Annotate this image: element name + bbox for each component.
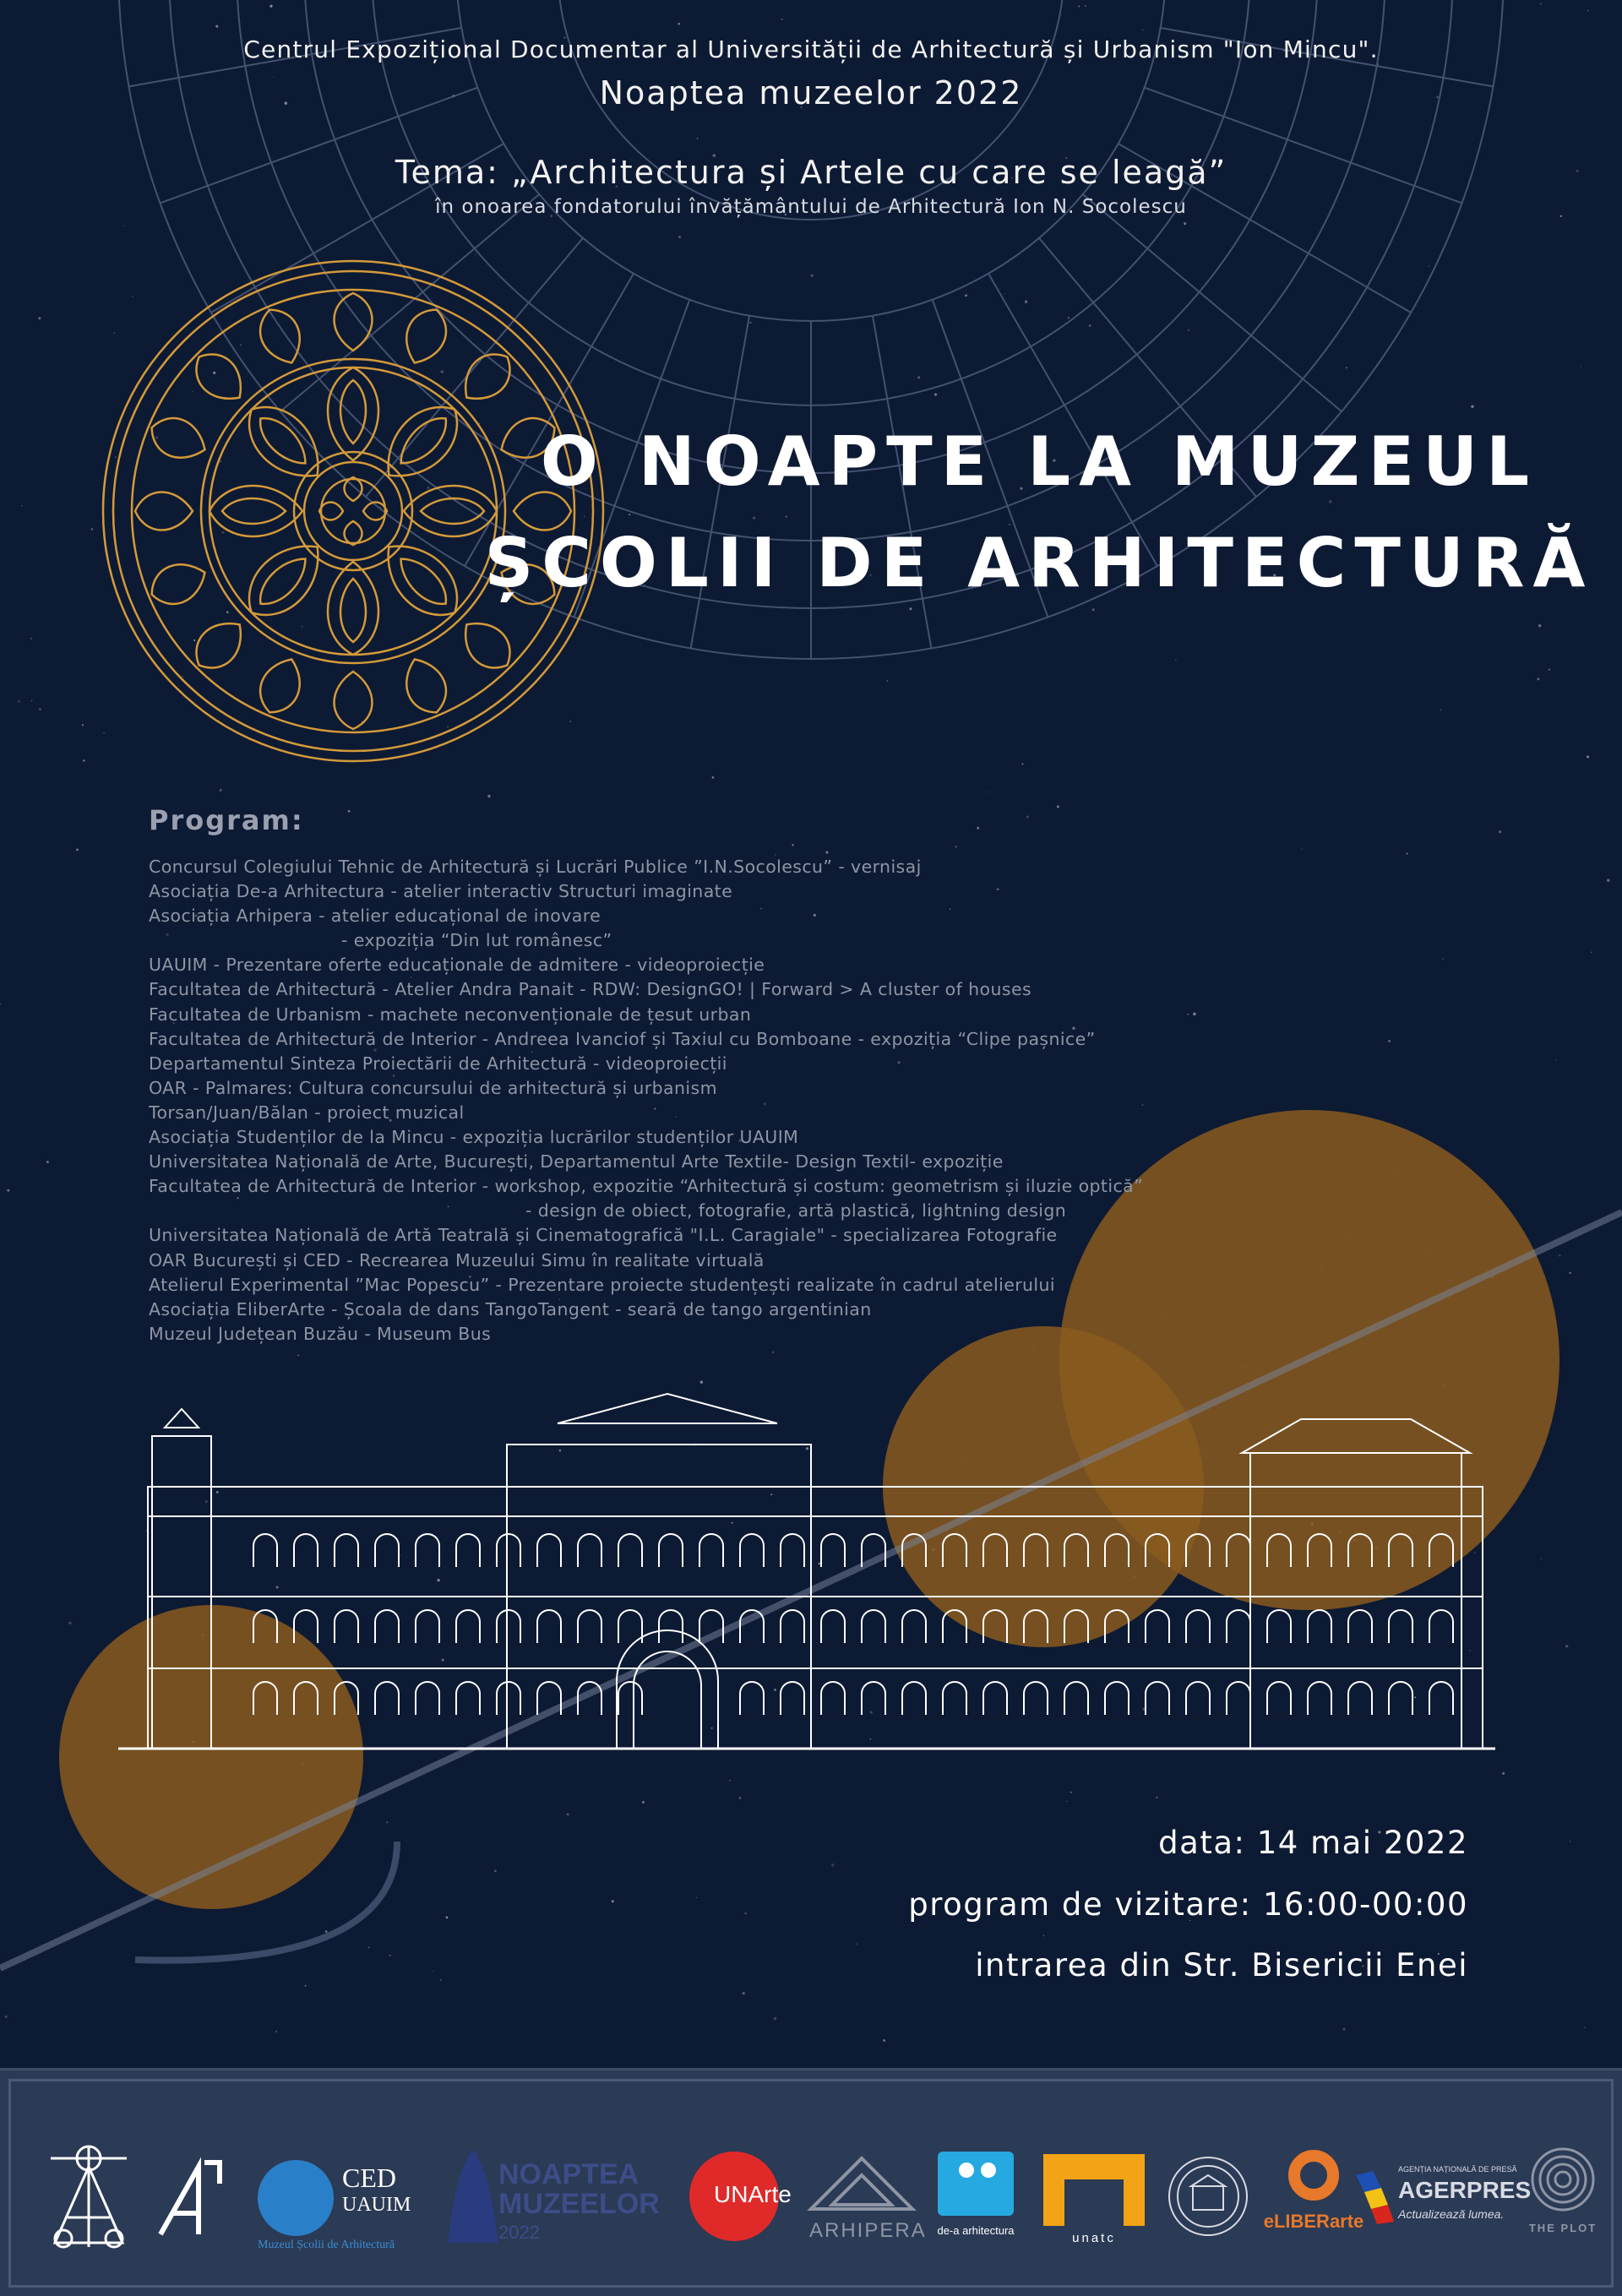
eliberarte-ring-icon <box>1288 2150 1339 2201</box>
unarte-label: UNArte <box>714 2181 792 2207</box>
program-item: OAR - Palmares: Cultura concursului de arhitectură și urbanism <box>149 1077 717 1098</box>
program-item: Torsan/Juan/Bălan - proiect muzical <box>149 1102 465 1123</box>
de-a-eye-left <box>959 2163 974 2178</box>
de-a-label: de-a arhitectura <box>937 2224 1015 2237</box>
noaptea-line2: MUZEELOR <box>498 2188 660 2220</box>
program-item: Asociația Arhipera - atelier educațional de inovare <box>149 906 601 927</box>
arhipera-triangle-icon <box>807 2154 917 2213</box>
program-item: Universitatea Națională de Artă Teatrală și Cinematografică "I.L. Caragiale" - specializarea Fotografie <box>149 1225 1058 1246</box>
program-item: Asociația EliberArte - Școala de dans TangoTangent - seară de tango argentinian <box>149 1298 872 1319</box>
de-a-arhitectura-logo <box>925 2137 1026 2255</box>
program-item: UAUIM - Prezentare oferte educaționale de admitere - videoproiecție <box>149 955 765 976</box>
de-a-eye-right <box>981 2163 996 2178</box>
noaptea-year: 2022 <box>498 2222 540 2243</box>
unatc-frame-cutout <box>1064 2179 1124 2226</box>
university-seal-logo <box>1162 2137 1255 2255</box>
program-item: Departamentul Sinteza Proiectării de Arhitectură - videoproiecții <box>149 1053 727 1074</box>
program-list <box>149 855 1143 1347</box>
noaptea-muzeelor-logo <box>439 2137 693 2255</box>
unatc-logo <box>1039 2137 1149 2255</box>
event-theme-subtitle: în onoarea fondatorului învățământului de Arhitectură Ion N. Socolescu <box>435 196 1187 218</box>
program-item: Facultatea de Urbanism - machete neconvenționale de țesut urban <box>149 1004 752 1025</box>
program-item: Facultatea de Arhitectură de Interior - workshop, expozitie “Arhitectură și costum: geometrism și iluzie optică” <box>149 1176 1144 1197</box>
the-plot-spiral-icon <box>1529 2146 1597 2213</box>
agerpres-flag-icon <box>1347 2167 1398 2226</box>
noaptea-line1: NOAPTEA <box>498 2158 640 2190</box>
uauim-a-logo <box>42 2137 135 2255</box>
program-item: Asociația Studenților de la Mincu - expoziția lucrărilor studenților UAUIM <box>149 1127 799 1148</box>
ced-caption: Muzeul Școlii de Arhitectură <box>258 2239 395 2251</box>
ced-circle-icon <box>258 2160 334 2236</box>
main-title-line-1: O NOAPTE LA MUZEUL <box>540 422 1538 501</box>
program-item: Atelierul Experimental ”Mac Popescu” - Prezentare proiecte studențești realizate în cadrul atelierului <box>149 1274 1056 1295</box>
arch-a-icon <box>152 2146 228 2247</box>
program-item: Muzeul Județean Buzău - Museum Bus <box>149 1323 492 1344</box>
owl-figure-icon <box>439 2146 507 2247</box>
main-title-line-2: ȘCOLII DE ARHITECTURĂ <box>484 524 1594 602</box>
ced-line1: CED <box>342 2163 396 2193</box>
visit-entrance: intrarea din Str. Bisericii Enei <box>975 1947 1468 1983</box>
program-item: Facultatea de Arhitectură de Interior - Andreea Ivanciof și Taxiul cu Bomboane - expoziția “Clipe pașnice” <box>149 1028 1096 1049</box>
unatc-label: unatc <box>1072 2231 1116 2245</box>
rosette-ornament <box>100 258 607 764</box>
uauim-a-icon <box>42 2141 135 2251</box>
institution-name: Centrul Expozițional Documentar al Universității de Arhitectură și Urbanism "Ion Mincu". <box>243 35 1379 63</box>
the-plot-logo <box>1521 2137 1605 2255</box>
program-heading: Program: <box>149 804 304 836</box>
agerpres-label: AGERPRES <box>1398 2177 1532 2203</box>
arch-a-logo <box>152 2137 228 2255</box>
ced-line2: UAUIM <box>342 2194 411 2216</box>
program-item: - expoziția “Din lut românesc” <box>341 930 612 951</box>
event-name: Noaptea muzeelor 2022 <box>599 74 1023 112</box>
arhipera-label: ARHIPERA <box>809 2219 927 2242</box>
visit-hours: program de vizitare: 16:00-00:00 <box>908 1886 1468 1923</box>
eliberarte-label: eLIBERarte <box>1263 2211 1364 2232</box>
partner-logos <box>34 2137 1605 2255</box>
program-item: Facultatea de Arhitectură - Atelier Andra Panait - RDW: DesignGO! | Forward > A cluster of houses <box>149 979 1032 1000</box>
program-item: OAR București și CED - Recrearea Muzeului Simu în realitate virtuală <box>149 1249 765 1270</box>
agerpres-top: AGENȚIA NAȚIONALĂ DE PRESĂ <box>1398 2165 1517 2174</box>
building-facade-drawing <box>118 1377 1504 1757</box>
event-theme: Tema: „Architectura și Artele cu care se leagă” <box>395 154 1227 191</box>
arhipera-logo <box>794 2137 929 2255</box>
agerpres-logo <box>1347 2137 1533 2255</box>
visit-date: data: 14 mai 2022 <box>1158 1825 1468 1861</box>
de-a-box-icon <box>938 2152 1014 2216</box>
program-item: Universitatea Națională de Arte, București, Departamentul Arte Textile- Design Textil- expoziție <box>149 1151 1004 1172</box>
seal-icon <box>1166 2154 1250 2239</box>
ced-uauim-logo <box>258 2137 435 2255</box>
agerpres-tagline: Actualizează lumea. <box>1398 2207 1505 2221</box>
the-plot-label: THE PLOT <box>1528 2222 1598 2234</box>
program-item: Asociația De-a Arhitectura - atelier interactiv Structuri imaginate <box>149 881 733 902</box>
program-item: Concursul Colegiului Tehnic de Arhitectură și Lucrări Publice ”I.N.Socolescu” - vernisaj <box>149 857 922 877</box>
program-item: - design de obiect, fotografie, artă plastică, lightning design <box>525 1200 1067 1221</box>
